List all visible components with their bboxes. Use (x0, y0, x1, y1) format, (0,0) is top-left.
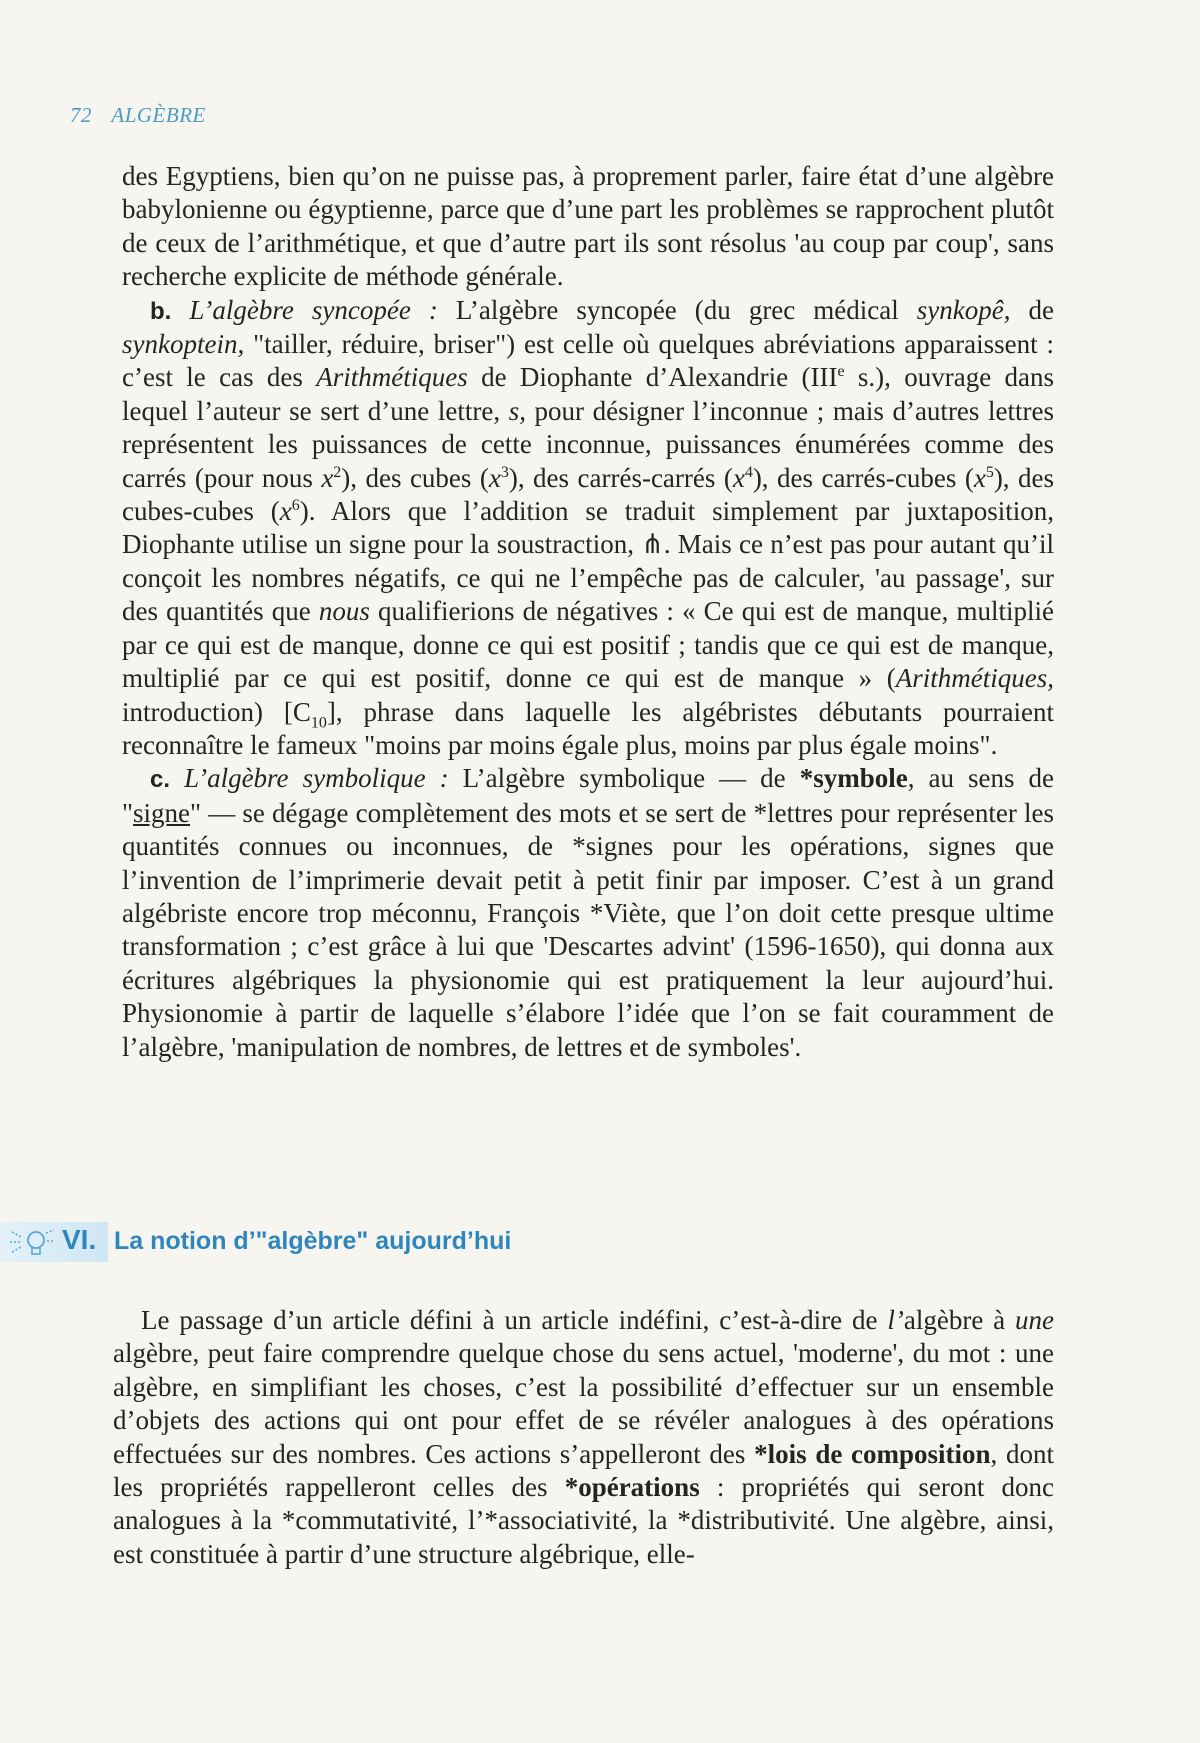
text-run: ), des cubes ( (341, 462, 489, 493)
subheading-symbolique: L’algèbre symbolique : (184, 763, 449, 794)
paragraph-c (122, 762, 1054, 1064)
italic-run: synkopê, (916, 294, 1011, 325)
text-run: de (1010, 294, 1055, 325)
italic-run: Arithmétiques (316, 362, 468, 393)
math-var: x (488, 462, 501, 493)
text-run: de Diophante d’Alexandrie (III (467, 362, 838, 393)
text-run: ], phrase dans laquelle les algébristes débutants pourraient reconnaître le fameux "moins par moins égale plus, moins par plus égale moins". (122, 696, 1054, 760)
text-run: qualifierions de négatives : « Ce qui est de manque, multiplié par ce qui est de manque, donne ce qui est positif ; tandis que ce qui est de manque, multiplié par ce qui est positif, donne ce qui est de manque » ( (122, 596, 1054, 694)
text-run: L’algèbre syncopée (du grec médical (437, 294, 917, 325)
item-marker-c: c. (150, 766, 171, 794)
text-run: Le passage d’un article défini à un article indéfini, c’est-à-dire de (141, 1305, 888, 1335)
section-heading (0, 1222, 1200, 1262)
exponent: 5 (985, 463, 994, 481)
lightbulb-icon (8, 1227, 56, 1257)
subscript: 10 (310, 713, 327, 731)
text-run: , au sens de " (122, 763, 1055, 828)
exponent: 3 (500, 463, 509, 481)
text-run: ), des carrés-cubes ( (752, 462, 974, 493)
text-run: L’algèbre symbolique — de (448, 763, 800, 794)
paragraph-intro: des Egyptiens, bien qu’on ne puisse pas, à proprement parler, faire état d’une algèbre babylonienne ou égyptienne, parce que d’une part les problèmes se rapprochent plutôt de ceux de l’arithmétique, et que d’autre part ils sont résolus 'au coup par coup', sans recherche explicite de méthode générale. (122, 161, 1054, 292)
text-run: , dont les propriétés rappelleront celles des (113, 1438, 1054, 1503)
running-head (70, 103, 206, 128)
text-run: " — se dégage complètement des mots et se sert de *lettres pour représenter les quantités connues ou inconnues, de *signes pour les opérations, signes que l’invention de l’imprimerie devait petit à petit finir par imposer. C’est à un grand algébriste encore trop méconnu, François *Viète, que l’on doit cette presque ultime transformation ; c’est grâce à lui que 'Descartes advint' (1596-1650), qui donna aux écritures algébriques la physionomie qui est pratiquement la leur aujourd’hui. Physionomie à partir de laquelle s’élabore l’idée que l’on se fait couramment de l’algèbre, 'manipulation de nombres, de lettres et de symboles'. (122, 797, 1054, 1062)
cross-reference[interactable]: *symbole (799, 763, 908, 794)
text-run: ), des cubes-cubes ( (122, 462, 1055, 527)
paragraph-b (122, 294, 1054, 763)
math-var: x (321, 462, 334, 493)
running-head-title: ALGÈBRE (111, 103, 206, 127)
exponent: 6 (291, 497, 300, 515)
subheading-syncopee: L’algèbre syncopée : (189, 294, 438, 325)
math-var: x (973, 462, 986, 493)
text-run: "tailler, réduire, briser") est celle où quelques abréviations apparaissent : c’est le cas des (122, 329, 1054, 393)
page-number: 72 (70, 103, 92, 127)
italic-run: l’ (887, 1305, 904, 1335)
italic-run: nous (318, 596, 370, 627)
text-run: algèbre, peut faire comprendre quelque chose du sens actuel, 'moderne', du mot : une algèbre, en simplifiant les choses, c’est la possibilité d’effectuer sur un ensemble d’objets des actions qui ont pour effet de se révéler analogues à des opérations effectuées sur des nombres. Ces actions s’appelleront des (113, 1338, 1054, 1469)
text-run: ). Alors que l’addition se traduit simplement par juxtaposition, Diophante utilise un signe pour la soustraction, ⋔. Mais ce n’est pas pour autant qu’il conçoit les nombres négatifs, ce qui ne l’empêche pas de calculer, 'au passage', sur des quantités que (122, 496, 1054, 627)
body-text-top (122, 160, 1054, 1064)
text-run: ), des carrés-carrés ( (508, 462, 733, 493)
item-marker-b: b. (150, 297, 172, 325)
paragraph-section-vi (113, 1304, 1054, 1571)
exponent: 4 (744, 463, 753, 481)
italic-run: une (1015, 1305, 1054, 1335)
exponent: 2 (333, 463, 342, 481)
superscript: e (837, 363, 845, 381)
italic-run: synkoptein, (122, 329, 245, 360)
text-run: algèbre à (903, 1305, 1016, 1335)
text-run: pour désigner l’inconnue ; mais d’autres lettres représentent les puissances de cette inconnue, puissances énumérées comme des carrés (pour nous (122, 395, 1054, 493)
math-var: x (279, 496, 292, 527)
italic-run: s, (508, 395, 526, 426)
math-var: x (732, 462, 745, 493)
body-text-bottom (113, 1304, 1054, 1571)
text-run: s.), ouvrage dans lequel l’auteur se sert d’une lettre, (122, 362, 1055, 426)
cross-reference[interactable]: *lois de composition (754, 1438, 991, 1469)
italic-run: Arithmétiques, (895, 663, 1054, 694)
underlined-term: signe (133, 797, 191, 828)
section-title: La notion d’"algèbre" aujourd’hui (114, 1227, 512, 1255)
cross-reference[interactable]: *opérations (564, 1472, 700, 1503)
section-number: VI. (62, 1224, 97, 1255)
text-run: : propriétés qui seront donc analogues à la *commutativité, l’*associativité, la *distributivité. Une algèbre, ainsi, est constituée à partir d’une structure algébrique, elle- (113, 1472, 1054, 1569)
text-run: introduction) [C (122, 696, 311, 727)
